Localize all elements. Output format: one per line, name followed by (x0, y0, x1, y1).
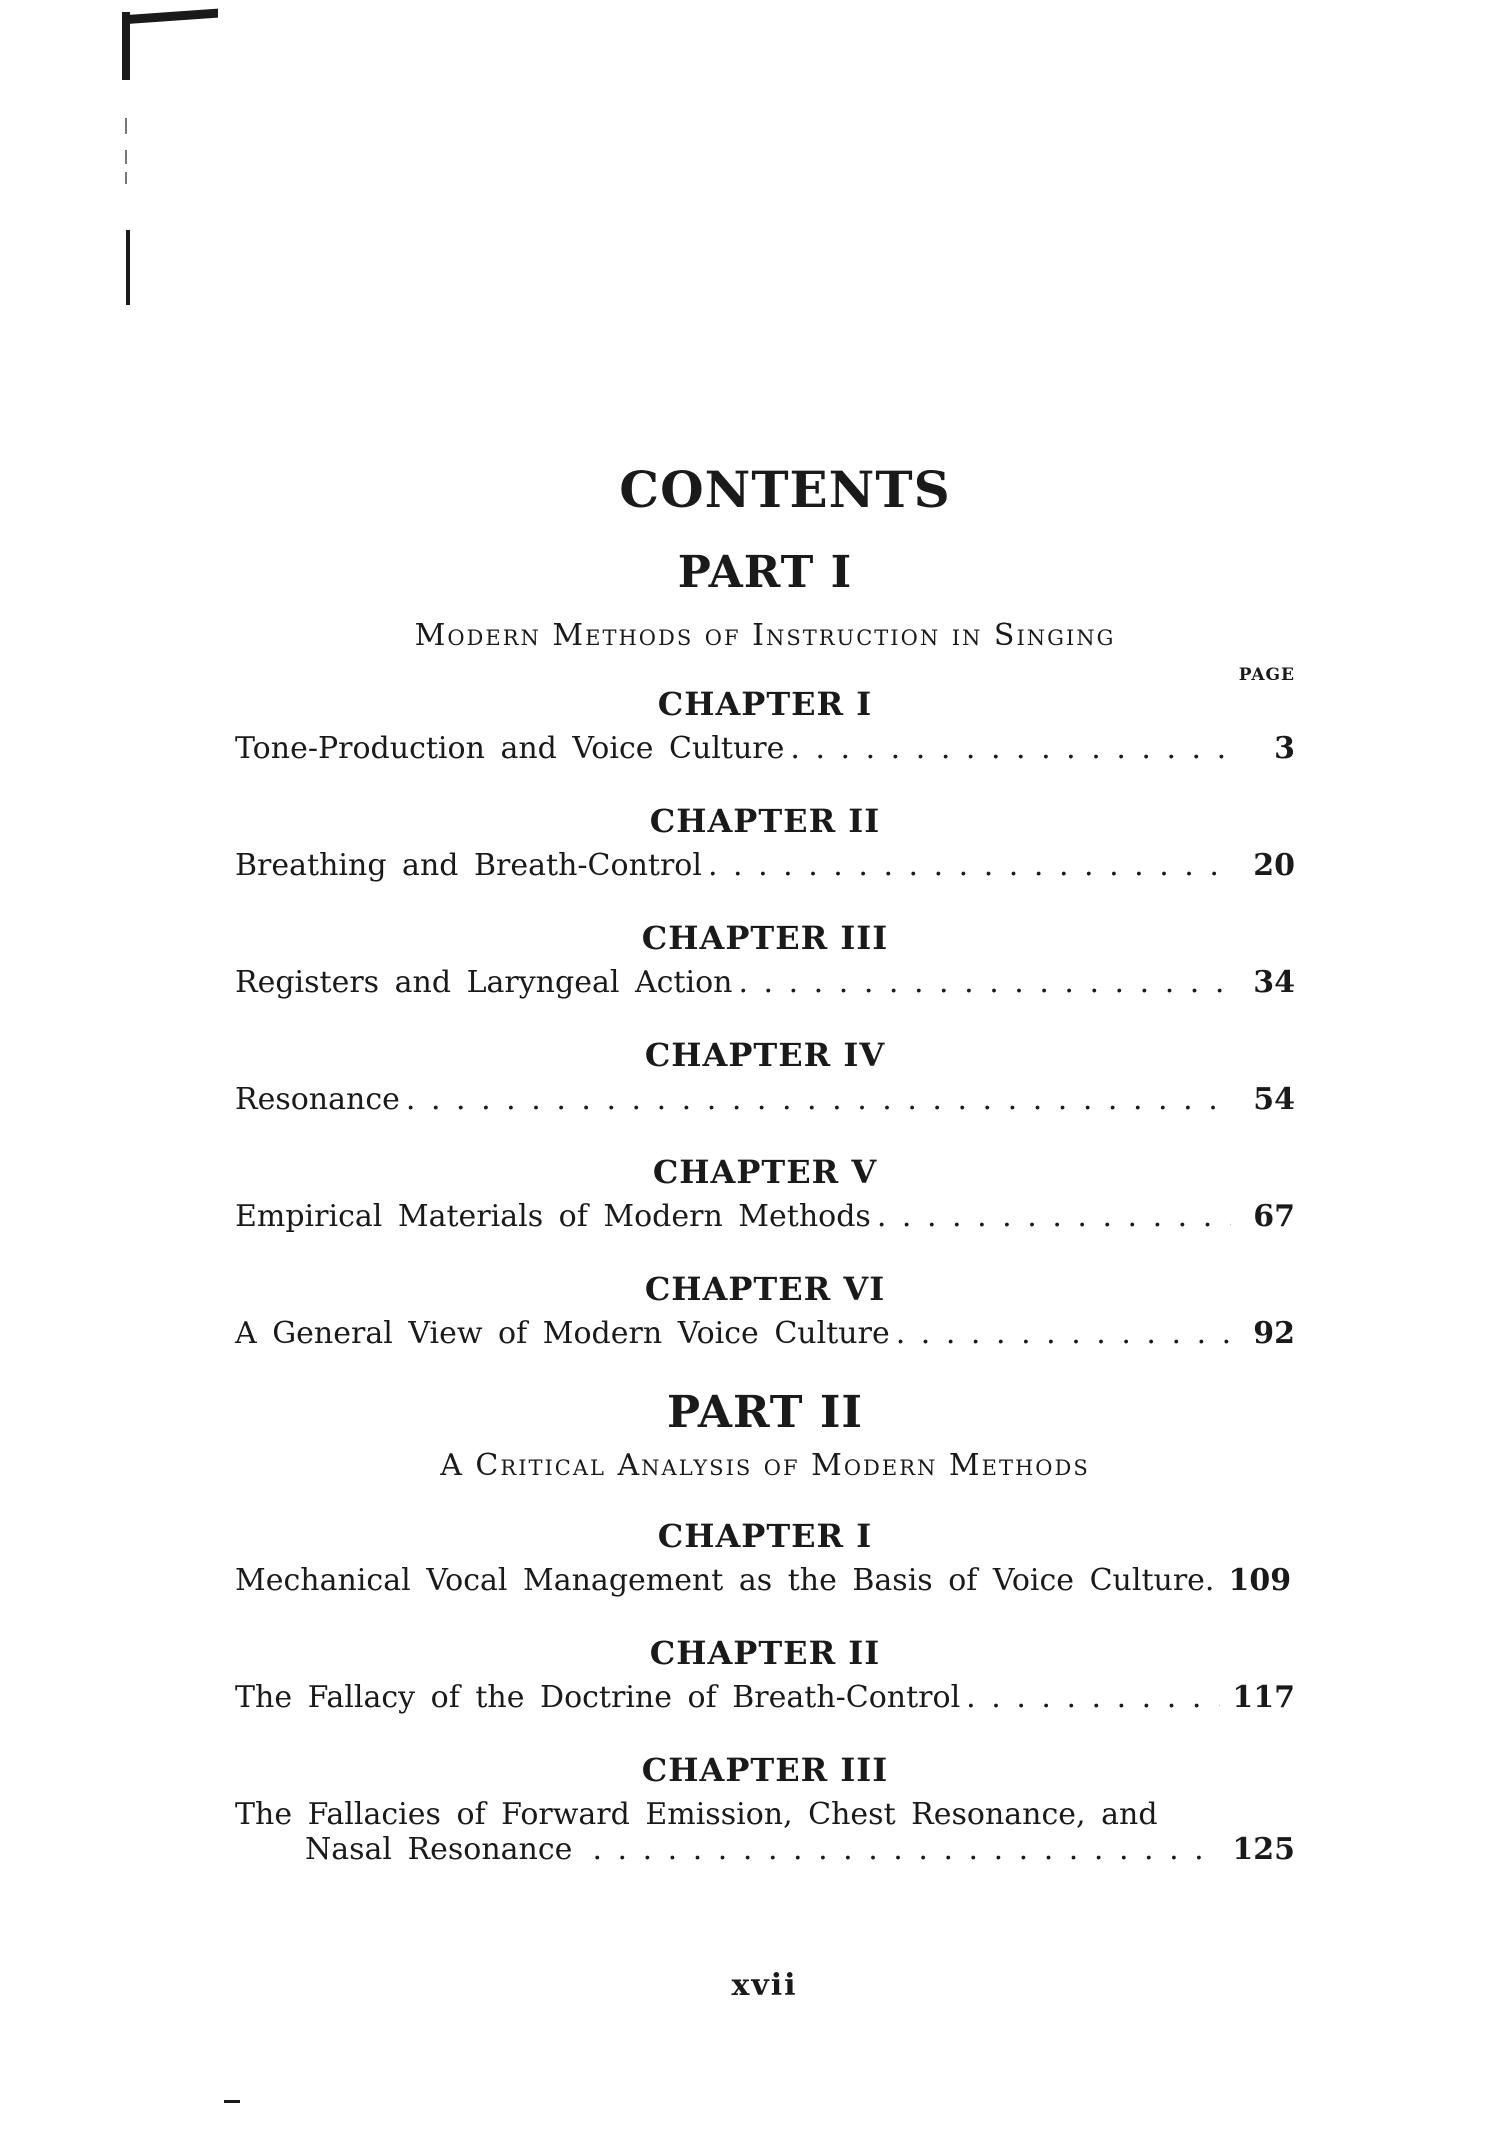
dot-leader (406, 1082, 1231, 1117)
toc-chapter (235, 802, 1295, 883)
part-2 (235, 1387, 1295, 1867)
toc-entry[interactable] (235, 1797, 1295, 1867)
toc-entry[interactable] (235, 1082, 1295, 1117)
entry-page-number: 3 (1274, 731, 1295, 766)
dot-leader (592, 1832, 1220, 1867)
toc-entry[interactable] (235, 848, 1295, 883)
entry-page-number: 54 (1253, 1082, 1295, 1117)
toc-entry[interactable] (235, 1316, 1295, 1351)
scan-artifact-dash (125, 118, 127, 134)
scan-artifact-corner-edge (122, 12, 130, 80)
toc-chapter (235, 1634, 1295, 1715)
chapter-heading: CHAPTER I (657, 685, 873, 723)
toc-chapter (235, 1153, 1295, 1234)
toc-chapter (235, 919, 1295, 1000)
toc-entry[interactable] (235, 965, 1295, 1000)
dot-leader (896, 1316, 1231, 1351)
part-subtitle: Modern Methods of Instruction in Singing (414, 618, 1116, 653)
entry-page-number: 20 (1253, 848, 1295, 883)
page-title: CONTENTS (619, 460, 951, 519)
entry-title: A General View of Modern Voice Culture (235, 1316, 890, 1351)
chapter-heading: CHAPTER II (649, 802, 881, 840)
part-1 (235, 547, 1295, 1351)
entry-title-line-2-row (235, 1832, 1295, 1867)
toc-entry[interactable] (235, 731, 1295, 766)
table-of-contents (235, 460, 1295, 1867)
toc-chapter (235, 1036, 1295, 1117)
dot-leader (877, 1199, 1231, 1234)
toc-chapter (235, 1517, 1295, 1598)
entry-page-number: 117 (1232, 1680, 1295, 1715)
page-column-label: PAGE (1238, 665, 1295, 685)
dot-leader (790, 731, 1231, 766)
entry-title: Breathing and Breath-Control (235, 848, 702, 883)
chapter-heading: CHAPTER II (649, 1634, 881, 1672)
entry-page-number: 125 (1232, 1832, 1295, 1867)
toc-entry[interactable] (235, 1680, 1295, 1715)
toc-entry[interactable] (235, 1563, 1295, 1598)
entry-title-line-2: Nasal Resonance (305, 1832, 573, 1867)
chapter-heading: CHAPTER I (657, 1517, 873, 1555)
entry-title-line-1: The Fallacies of Forward Emission, Chest Resonance, and (235, 1797, 1158, 1832)
chapter-heading: CHAPTER III (641, 1751, 889, 1789)
dot-leader (966, 1680, 1220, 1715)
chapter-heading: CHAPTER V (652, 1153, 878, 1191)
page-folio: xvii (731, 1968, 798, 2003)
toc-entry[interactable] (235, 1199, 1295, 1234)
entry-page-number: 34 (1253, 965, 1295, 1000)
entry-title: Mechanical Vocal Management as the Basis of Voice Culture. (235, 1563, 1215, 1598)
toc-chapter (235, 685, 1295, 766)
entry-title: Empirical Materials of Modern Methods (235, 1199, 871, 1234)
entry-title: The Fallacy of the Doctrine of Breath-Control (235, 1680, 961, 1715)
chapter-heading: CHAPTER IV (644, 1036, 886, 1074)
entry-page-number: 92 (1253, 1316, 1295, 1351)
entry-title: Registers and Laryngeal Action (235, 965, 733, 1000)
scan-artifact-bottom (224, 2100, 240, 2103)
entry-title: Tone-Production and Voice Culture (235, 731, 785, 766)
entry-page-number: 67 (1253, 1199, 1295, 1234)
chapter-heading: CHAPTER VI (644, 1270, 886, 1308)
dot-leader (738, 965, 1231, 1000)
scan-artifact-dash (125, 172, 127, 184)
scan-artifact-bar (126, 230, 130, 305)
entry-title: Resonance (235, 1082, 400, 1117)
part-heading: PART II (666, 1387, 864, 1438)
part-subtitle: A Critical Analysis of Modern Methods (440, 1448, 1090, 1483)
chapter-heading: CHAPTER III (641, 919, 889, 957)
toc-chapter (235, 1270, 1295, 1351)
scan-artifact-corner (122, 9, 218, 25)
entry-page-number: 109 (1228, 1563, 1292, 1598)
part-heading: PART I (677, 547, 853, 598)
toc-chapter (235, 1751, 1295, 1867)
dot-leader (708, 848, 1231, 883)
scan-artifact-dash (125, 150, 127, 164)
